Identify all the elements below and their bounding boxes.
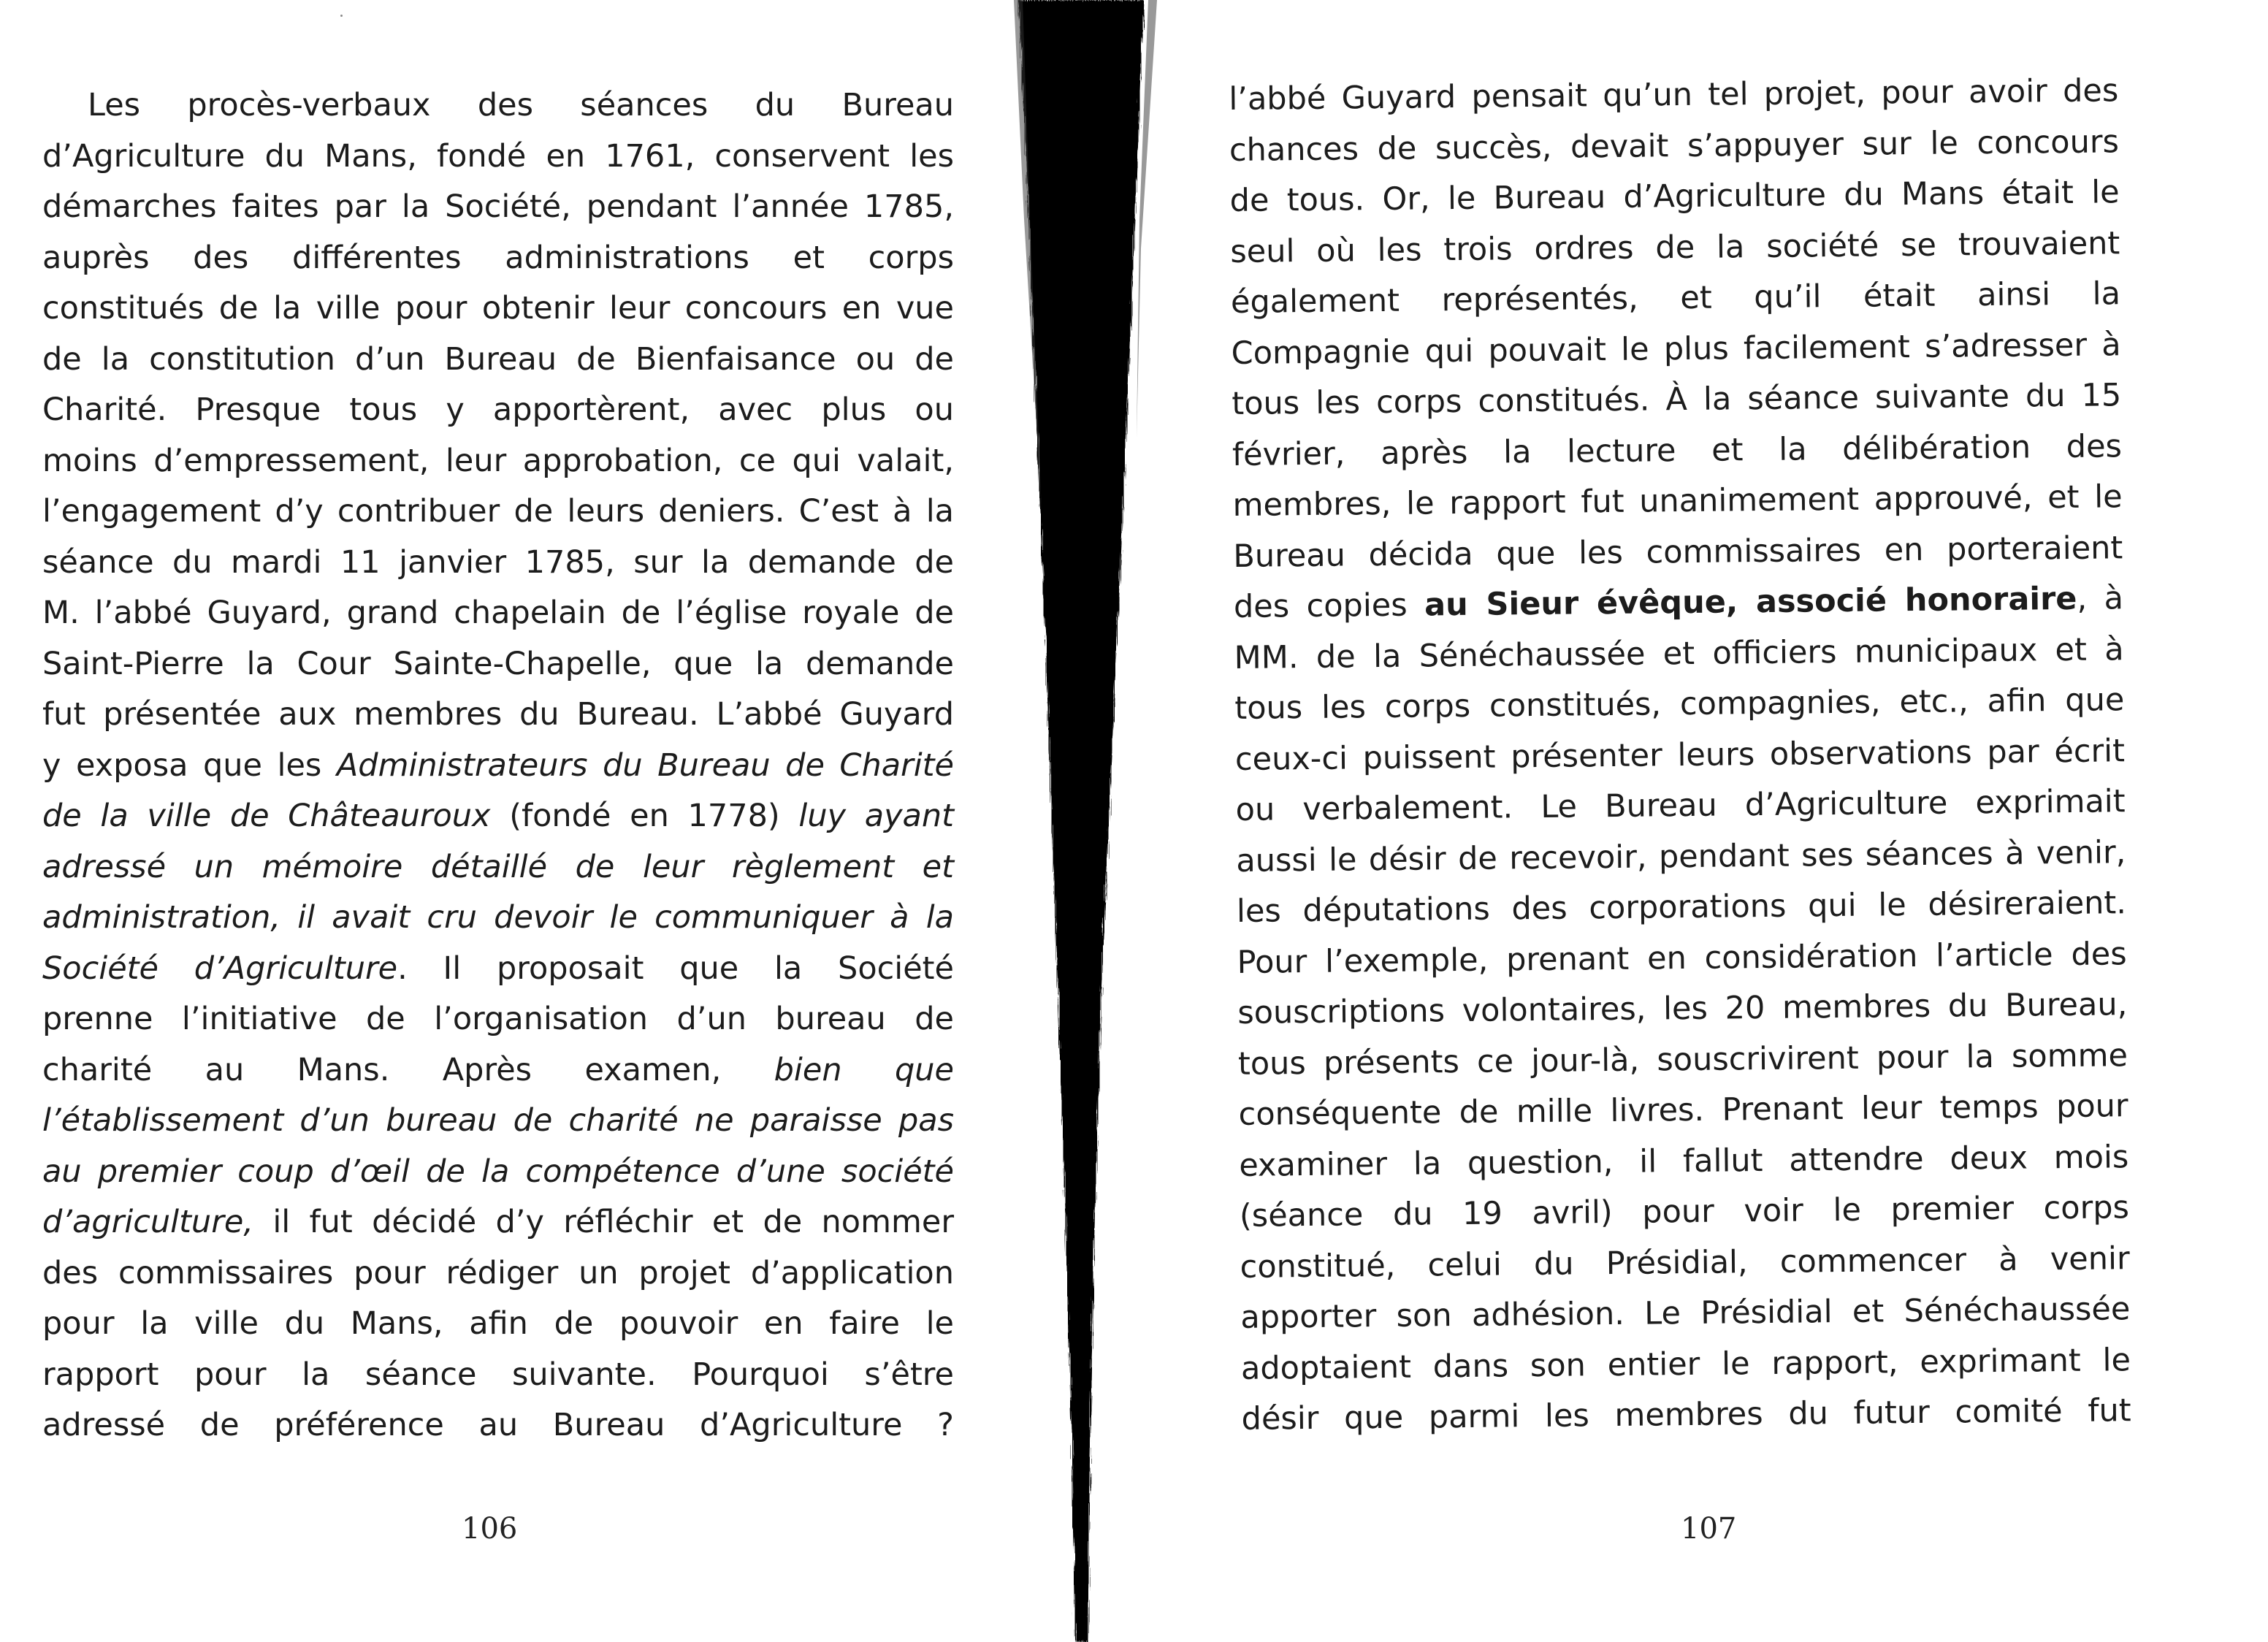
text-segment: ou verbalement. Le Bureau d’Agriculture exprimait (1235, 783, 2126, 828)
text-line (42, 385, 954, 436)
text-line (1236, 828, 2126, 887)
text-segment: membres, le rapport fut unanimement approuvé, et le (1232, 478, 2123, 524)
italic-text: bien que (774, 1051, 954, 1088)
text-line (1237, 980, 2128, 1039)
text-segment: constitué, celui du Présidial, commencer à venir (1240, 1240, 2130, 1286)
right-page (1169, 0, 2268, 1642)
text-segment: adoptaient dans son entier le rapport, exprimant le (1240, 1341, 2131, 1387)
text-line (42, 741, 954, 792)
text-segment: tous les corps constitués. À la séance suivante du 15 (1232, 377, 2122, 422)
text-segment: Pour l’exemple, prenant en considération l’article des (1237, 935, 2127, 981)
italic-text: Administrateurs du Bureau de Charité (336, 746, 954, 784)
text-line (1241, 1335, 2131, 1394)
italic-text: de la ville de Châteauroux (42, 798, 491, 834)
text-segment: Compagnie qui pouvait le plus facilement s’adresser à (1231, 326, 2121, 372)
text-segment: désir que parmi les membres du futur comité fut (1241, 1392, 2131, 1437)
right-page-number: 107 (1681, 1512, 1737, 1546)
text-line (42, 1096, 954, 1147)
italic-text: au premier coup d’œil de la compétence d’une société (42, 1153, 954, 1190)
text-segment: des commissaires pour rédiger un projet d’application (42, 1254, 954, 1291)
text-line (1241, 1386, 2131, 1445)
text-line (1240, 1183, 2130, 1242)
text-segment: , à (2077, 580, 2124, 617)
text-segment: l’engagement d’y contribuer de leurs deniers. C’est à la (42, 493, 954, 530)
text-line (1233, 523, 2123, 582)
text-line (1234, 573, 2124, 633)
text-segment: l’abbé Guyard pensait qu’un tel projet, pour avoir des (1229, 72, 2119, 118)
text-line (42, 80, 954, 131)
italic-text: Société d’Agriculture (42, 950, 398, 987)
text-segment: tous les corps constitués, compagnies, etc., afin que (1234, 681, 2125, 727)
text-segment: prenne l’initiative de l’organisation d’un bureau de (42, 1001, 954, 1037)
text-line (42, 283, 954, 335)
book-gutter-shadow (1008, 0, 1169, 1642)
text-line (42, 131, 954, 183)
bold-text: au Sieur évêque, associé honoraire (1424, 580, 2077, 624)
text-line (42, 1400, 954, 1451)
text-segment: chances de succès, devait s’appuyer sur le concours (1229, 123, 2120, 169)
text-line (42, 944, 954, 995)
text-line (42, 335, 954, 386)
italic-text: adressé un mémoire détaillé de leur règlement et (42, 848, 954, 885)
text-segment: ceux-ci puissent présenter leurs observations par écrit (1234, 732, 2126, 778)
text-line (1232, 421, 2123, 481)
text-segment: également représentés, et qu’il était ainsi la (1230, 275, 2121, 321)
text-segment: conséquente de mille livres. Prenant leur temps pour (1238, 1088, 2128, 1133)
text-line (1239, 1132, 2129, 1191)
text-segment: de la constitution d’un Bureau de Bienfaisance ou de (42, 340, 954, 378)
text-line (1229, 66, 2119, 125)
text-line (42, 1350, 954, 1401)
text-segment: pour la ville du Mans, afin de pouvoir en faire le (42, 1305, 954, 1342)
text-line (1235, 726, 2126, 785)
text-segment: seul où les trois ordres de la société se trouvaient (1230, 224, 2120, 270)
text-line (42, 893, 954, 944)
left-page-text (42, 80, 954, 1451)
text-line (1235, 776, 2126, 836)
text-segment: M. l’abbé Guyard, grand chapelain de l’église royale de (42, 595, 954, 631)
text-segment: Bureau décida que les commissaires en porteraient (1233, 529, 2123, 575)
text-line (42, 538, 954, 589)
text-line (1237, 929, 2127, 988)
text-segment: charité au Mans. Après examen, (42, 1051, 774, 1088)
text-line (1234, 625, 2124, 684)
text-line (1238, 1081, 2128, 1140)
text-line (42, 182, 954, 233)
italic-text: l’établissement d’un bureau de charité ne paraisse pas (42, 1102, 954, 1139)
text-line (42, 842, 954, 893)
left-page (0, 0, 1037, 1642)
scan-speck (340, 15, 343, 17)
text-line (42, 690, 954, 741)
text-segment: adressé de préférence au Bureau d’Agriculture ? (42, 1407, 954, 1443)
text-segment: séance du mardi 11 janvier 1785, sur la demande de (42, 543, 954, 581)
italic-text: d’agriculture, (42, 1204, 253, 1240)
text-line (1240, 1284, 2131, 1343)
text-line (42, 1147, 954, 1198)
text-line (1238, 1031, 2128, 1090)
text-line (1229, 117, 2120, 176)
text-line (42, 1299, 954, 1350)
text-line (1232, 370, 2122, 429)
text-line (1237, 878, 2127, 937)
text-line (42, 994, 954, 1045)
text-segment: . Il proposait que la Société (397, 950, 954, 987)
text-line (42, 588, 954, 639)
text-line (42, 436, 954, 487)
text-segment: il fut décidé d’y réfléchir et de nommer (253, 1204, 954, 1240)
text-segment: moins d’empressement, leur approbation, ce qui valait, (42, 442, 954, 479)
text-segment: Les procès-verbaux des séances du Bureau (88, 87, 954, 123)
text-line (42, 1197, 954, 1248)
text-line (1234, 675, 2125, 734)
text-line (42, 233, 954, 284)
text-segment: (fondé en 1778) (490, 798, 799, 834)
text-line (1231, 269, 2121, 328)
text-line (1232, 472, 2123, 531)
text-line (42, 791, 954, 842)
italic-text: administration, il avait cru devoir le communiquer à la (42, 899, 954, 936)
text-segment: rapport pour la séance suivante. Pourquoi s’être (42, 1356, 954, 1393)
italic-text: luy ayant (798, 798, 954, 834)
text-line (42, 1248, 954, 1299)
text-segment: d’Agriculture du Mans, fondé en 1761, conservent les (42, 137, 954, 175)
text-segment: fut présentée aux membres du Bureau. L’abbé Guyard (42, 696, 954, 733)
text-segment: des copies (1233, 587, 1425, 625)
text-segment: février, après la lecture et la délibération des (1232, 427, 2123, 473)
text-segment: les députations des corporations qui le désireraient. (1236, 885, 2127, 930)
text-line (1231, 320, 2121, 379)
text-segment: démarches faites par la Société, pendant l’année 1785, (42, 188, 954, 225)
left-page-number: 106 (462, 1512, 518, 1546)
text-segment: Charité. Presque tous y apportèrent, avec plus ou (42, 392, 954, 428)
text-line (1229, 167, 2120, 226)
text-segment: tous présents ce jour-là, souscrivirent pour la somme (1237, 1036, 2128, 1082)
text-line (42, 1045, 954, 1096)
text-line (42, 639, 954, 690)
text-segment: Saint-Pierre la Cour Sainte-Chapelle, que la demande (42, 645, 954, 682)
text-line (1240, 1234, 2130, 1293)
text-segment: auprès des différentes administrations et corps (42, 239, 954, 276)
text-segment: apporter son adhésion. Le Présidial et Sénéchaussée (1240, 1291, 2131, 1336)
text-segment: examiner la question, il fallut attendre deux mois (1239, 1138, 2129, 1184)
text-segment: de tous. Or, le Bureau d’Agriculture du Mans était le (1229, 174, 2120, 219)
text-segment: souscriptions volontaires, les 20 membres du Bureau, (1237, 986, 2128, 1031)
text-segment: (séance du 19 avril) pour voir le premier corps (1239, 1189, 2130, 1234)
text-segment: constitués de la ville pour obtenir leur concours en vue (42, 290, 954, 327)
right-page-text (1229, 66, 2131, 1445)
text-line (1230, 218, 2120, 278)
text-line (42, 486, 954, 538)
text-segment: aussi le désir de recevoir, pendant ses séances à venir, (1236, 833, 2126, 879)
text-segment: y exposa que les (42, 746, 337, 784)
text-segment: MM. de la Sénéchaussée et officiers municipaux et à (1234, 630, 2124, 676)
